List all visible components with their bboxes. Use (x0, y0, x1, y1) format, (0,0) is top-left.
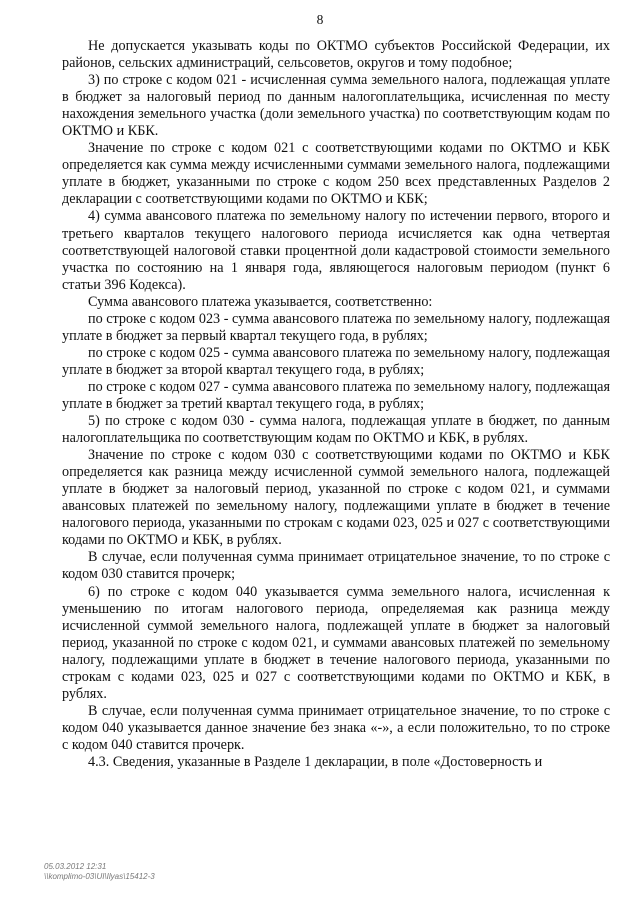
footer-timestamp: 05.03.2012 12:31 (44, 862, 107, 871)
paragraph: по строке с кодом 025 - сумма авансового платежа по земельному налогу, подлежащая уплате в бюджет за второй квартал текущего года, в рублях; (62, 344, 610, 378)
paragraph: Не допускается указывать коды по ОКТМО субъектов Российской Федерации, их районов, сельских администраций, сельсоветов, округов и тому подобное; (62, 38, 610, 72)
document-footer (44, 862, 155, 882)
paragraph: Значение по строке с кодом 021 с соответствующими кодами по ОКТМО и КБК определяется как сумма между исчисленными суммами земельного налога, подлежащими уплате в бюджет, указанными по строке с кодом 250 всех представленных Разделов 2 декларации с соответствующими кодами по ОКТМО и КБК; (62, 140, 610, 208)
paragraph: 3) по строке с кодом 021 - исчисленная сумма земельного налога, подлежащая уплате в бюджет за налоговый период по данным налогоплательщика, исчисленная по месту нахождения земельного участка (доли земельного участка) по соответствующим кодам по ОКТМО и КБК. (62, 72, 610, 140)
paragraph: Сумма авансового платежа указывается, соответственно: (88, 293, 433, 310)
document-body (62, 38, 610, 771)
paragraph: Значение по строке с кодом 030 с соответствующими кодами по ОКТМО и КБК определяется как разница между исчисленной суммой земельного налога, подлежащей уплате в бюджет за налоговый период, указанной по строке с кодом 021, и суммами авансовых платежей по земельному налогу, подлежащими уплате в бюджет в течение налогового периода, указанными по строкам с кодами 023, 025 и 027 с соответствующими кодами по ОКТМО и КБК, в рублях. (62, 447, 610, 549)
paragraph: В случае, если полученная сумма принимает отрицательное значение, то по строке с кодом 040 указывается данное значение без знака «-», а если положительно, то по строке с кодом 040 ставится прочерк. (62, 702, 610, 753)
paragraph: В случае, если полученная сумма принимает отрицательное значение, то по строке с кодом 030 ставится прочерк; (62, 549, 610, 583)
paragraph: 5) по строке с кодом 030 - сумма налога, подлежащая уплате в бюджет, по данным налогоплательщика по соответствующим кодам по ОКТМО и КБК, в рублях. (62, 413, 610, 447)
paragraph: по строке с кодом 027 - сумма авансового платежа по земельному налогу, подлежащая уплате в бюджет за третий квартал текущего года, в рублях; (62, 378, 610, 412)
paragraph: 6) по строке с кодом 040 указывается сумма земельного налога, исчисленная к уменьшению по итогам налогового периода, определяемая как разница между исчисленной суммой земельного налога, подлежащей уплате в бюджет за налоговый период, указанной по строке с кодом 021, и суммами авансовых платежей по земельному налогу, подлежащими уплате в бюджет в течение налогового периода, указанными по строкам с кодами 023, 025 и 027 с соответствующими кодами по ОКТМО и КБК, в рублях. (62, 583, 610, 702)
paragraph: 4.3. Сведения, указанные в Разделе 1 декларации, в поле «Достоверность и (88, 753, 543, 770)
paragraph: по строке с кодом 023 - сумма авансового платежа по земельному налогу, подлежащая уплате в бюджет за первый квартал текущего года, в рублях; (62, 310, 610, 344)
page-number: 8 (316, 12, 324, 27)
paragraph: 4) сумма авансового платежа по земельному налогу по истечении первого, второго и третьего кварталов текущего налогового периода исчисляется как одна четвертая соответствующей налоговой ставки процентной доли кадастровой стоимости земельного участка по состоянию на 1 января года, являющегося налоговым периодом (пункт 6 статьи 396 Кодекса). (62, 208, 610, 293)
footer-file-path: \\komplimo-03\UI\Ilyas\15412-3 (44, 872, 155, 881)
